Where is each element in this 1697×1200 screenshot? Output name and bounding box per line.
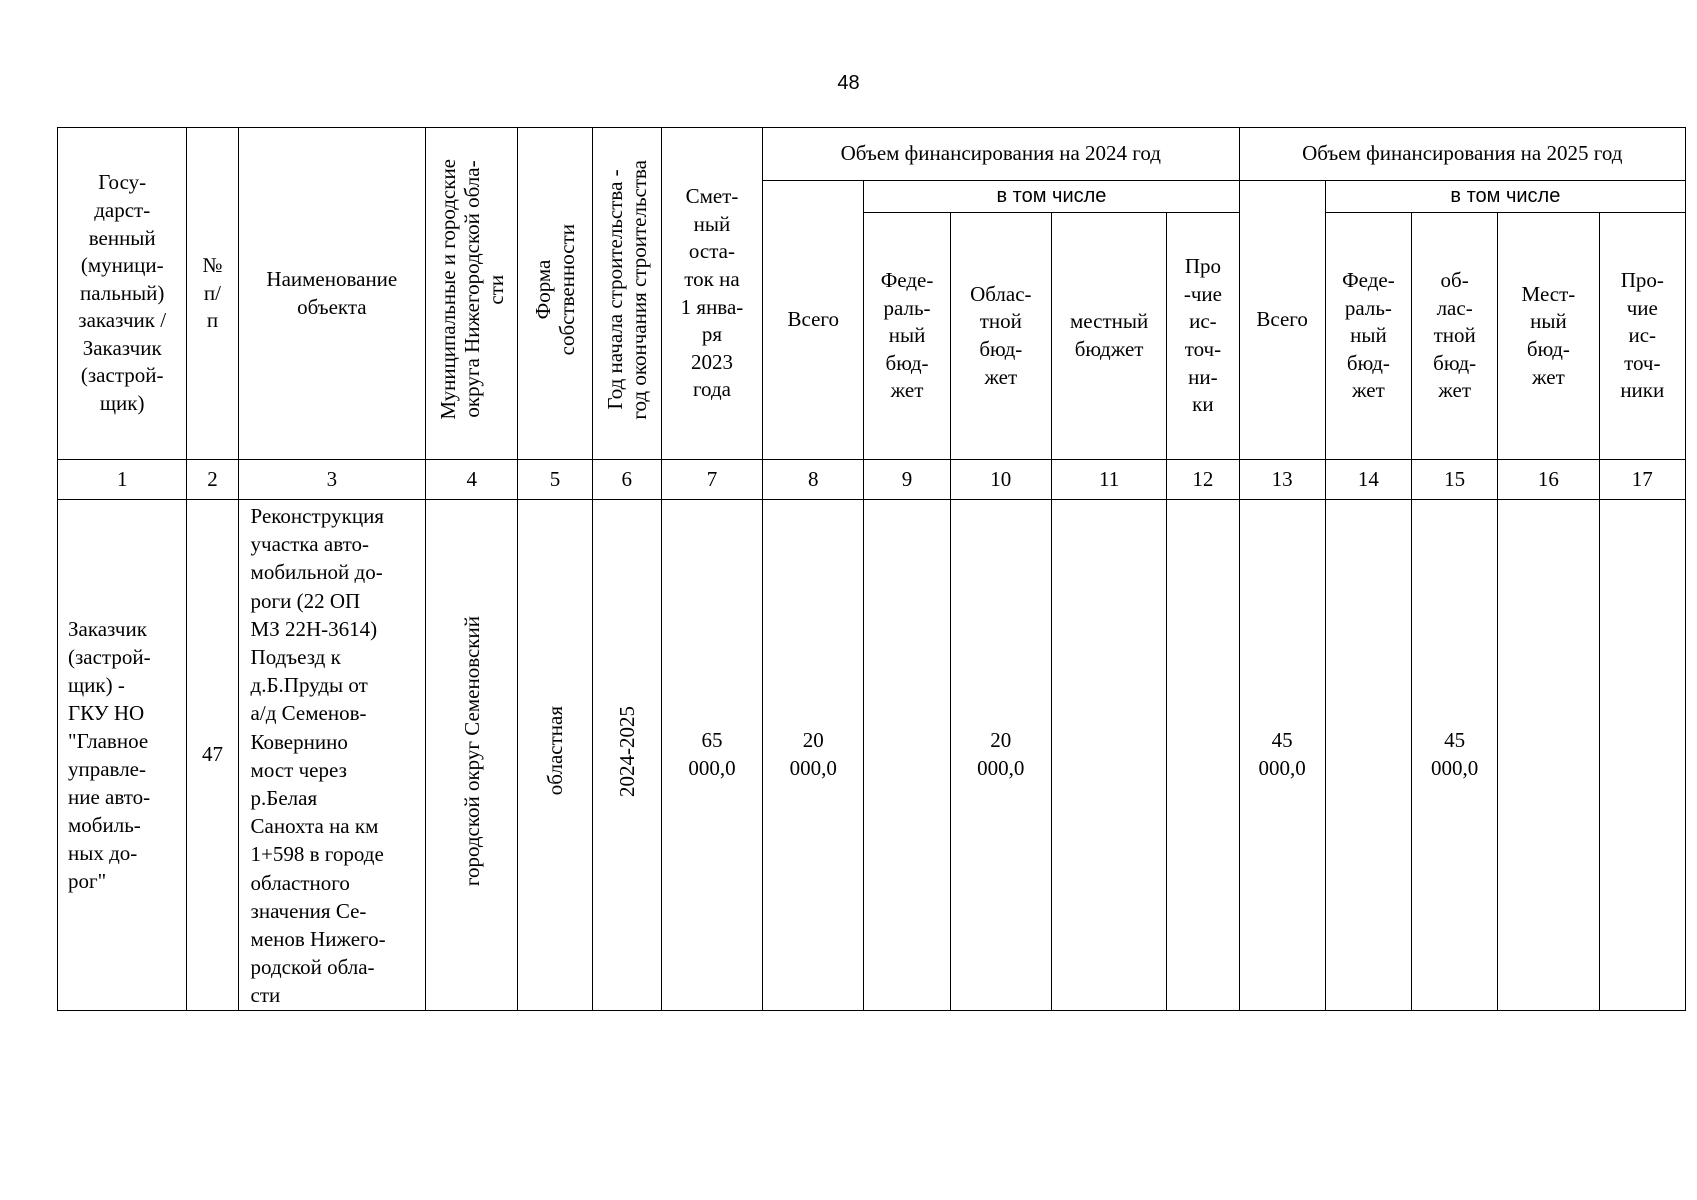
page-number: 48 <box>837 72 860 94</box>
column-number: 14 <box>1325 460 1411 500</box>
column-number: 3 <box>238 460 426 500</box>
financing-table <box>57 127 1686 1011</box>
header-object-name: Наименование объекта <box>238 128 426 460</box>
header-local-2024: местный бюджет <box>1051 213 1166 460</box>
cell-federal-2025 <box>1325 500 1411 1011</box>
cell-years: 2024-2025 <box>592 500 661 1011</box>
header-including-2025: в том числе <box>1325 181 1685 213</box>
column-number: 8 <box>763 460 864 500</box>
header-financing-2024: Объем финансирования на 2024 год <box>763 128 1239 181</box>
header-federal-2025: Феде- раль- ный бюд- жет <box>1325 213 1411 460</box>
cell-regional-2024: 20 000,0 <box>950 500 1051 1011</box>
column-number: 11 <box>1051 460 1166 500</box>
column-number: 16 <box>1498 460 1599 500</box>
cell-customer: Заказчик (застрой- щик) - ГКУ НО "Главное управле- ние авто- мобиль- ных до- рог" <box>58 500 187 1011</box>
cell-municipality: городской округ Семеновский <box>426 500 518 1011</box>
cell-total-2025: 45 000,0 <box>1239 500 1325 1011</box>
column-number: 4 <box>426 460 518 500</box>
header-other-2025: Про- чие ис- точ- ники <box>1599 213 1685 460</box>
header-financing-2025: Объем финансирования на 2025 год <box>1239 128 1685 181</box>
cell-other-2025 <box>1599 500 1685 1011</box>
header-remainder: Смет- ный оста- ток на 1 янва- ря 2023 года <box>661 128 762 460</box>
column-number: 7 <box>661 460 762 500</box>
header-years: Год начала строительства - год окончания строительства <box>592 128 661 460</box>
cell-total-2024: 20 000,0 <box>763 500 864 1011</box>
column-number: 15 <box>1412 460 1498 500</box>
column-number: 12 <box>1167 460 1239 500</box>
column-number: 2 <box>187 460 238 500</box>
cell-object-name: Реконструкция участка авто- мобильной до- роги (22 ОП МЗ 22Н-3614) Подъезд к д.Б.Пруды от а/д Семенов- Ковернино мост через р.Белая Санохта на км 1+598 в городе областного значения Се- менов Нижего- родской обла- сти <box>238 500 426 1011</box>
column-number: 5 <box>518 460 592 500</box>
column-number: 6 <box>592 460 661 500</box>
header-regional-2024: Облас- тной бюд- жет <box>950 213 1051 460</box>
cell-local-2024 <box>1051 500 1166 1011</box>
column-number: 17 <box>1599 460 1685 500</box>
cell-number: 47 <box>187 500 238 1011</box>
header-number: № п/ п <box>187 128 238 460</box>
cell-remainder: 65 000,0 <box>661 500 762 1011</box>
cell-other-2024 <box>1167 500 1239 1011</box>
header-other-2024: Про -чие ис- точ- ни- ки <box>1167 213 1239 460</box>
header-municipality: Муниципальные и городские округа Нижегородской обла- сти <box>426 128 518 460</box>
column-number: 13 <box>1239 460 1325 500</box>
cell-ownership: областная <box>518 500 592 1011</box>
header-local-2025: Мест- ный бюд- жет <box>1498 213 1599 460</box>
column-number: 9 <box>864 460 950 500</box>
cell-local-2025 <box>1498 500 1599 1011</box>
column-number-row <box>58 460 1686 500</box>
column-number: 10 <box>950 460 1051 500</box>
cell-federal-2024 <box>864 500 950 1011</box>
header-including-2024: в том числе <box>864 181 1239 213</box>
header-regional-2025: об- лас- тной бюд- жет <box>1412 213 1498 460</box>
table-row <box>58 500 1686 1011</box>
header-total-2025: Всего <box>1239 181 1325 460</box>
header-customer: Госу- дарст- венный (муници- пальный) заказчик / Заказчик (застрой- щик) <box>58 128 187 460</box>
header-total-2024: Всего <box>763 181 864 460</box>
header-federal-2024: Феде- раль- ный бюд- жет <box>864 213 950 460</box>
column-number: 1 <box>58 460 187 500</box>
header-ownership: Форма собственности <box>518 128 592 460</box>
table-header <box>58 128 1686 460</box>
cell-regional-2025: 45 000,0 <box>1412 500 1498 1011</box>
